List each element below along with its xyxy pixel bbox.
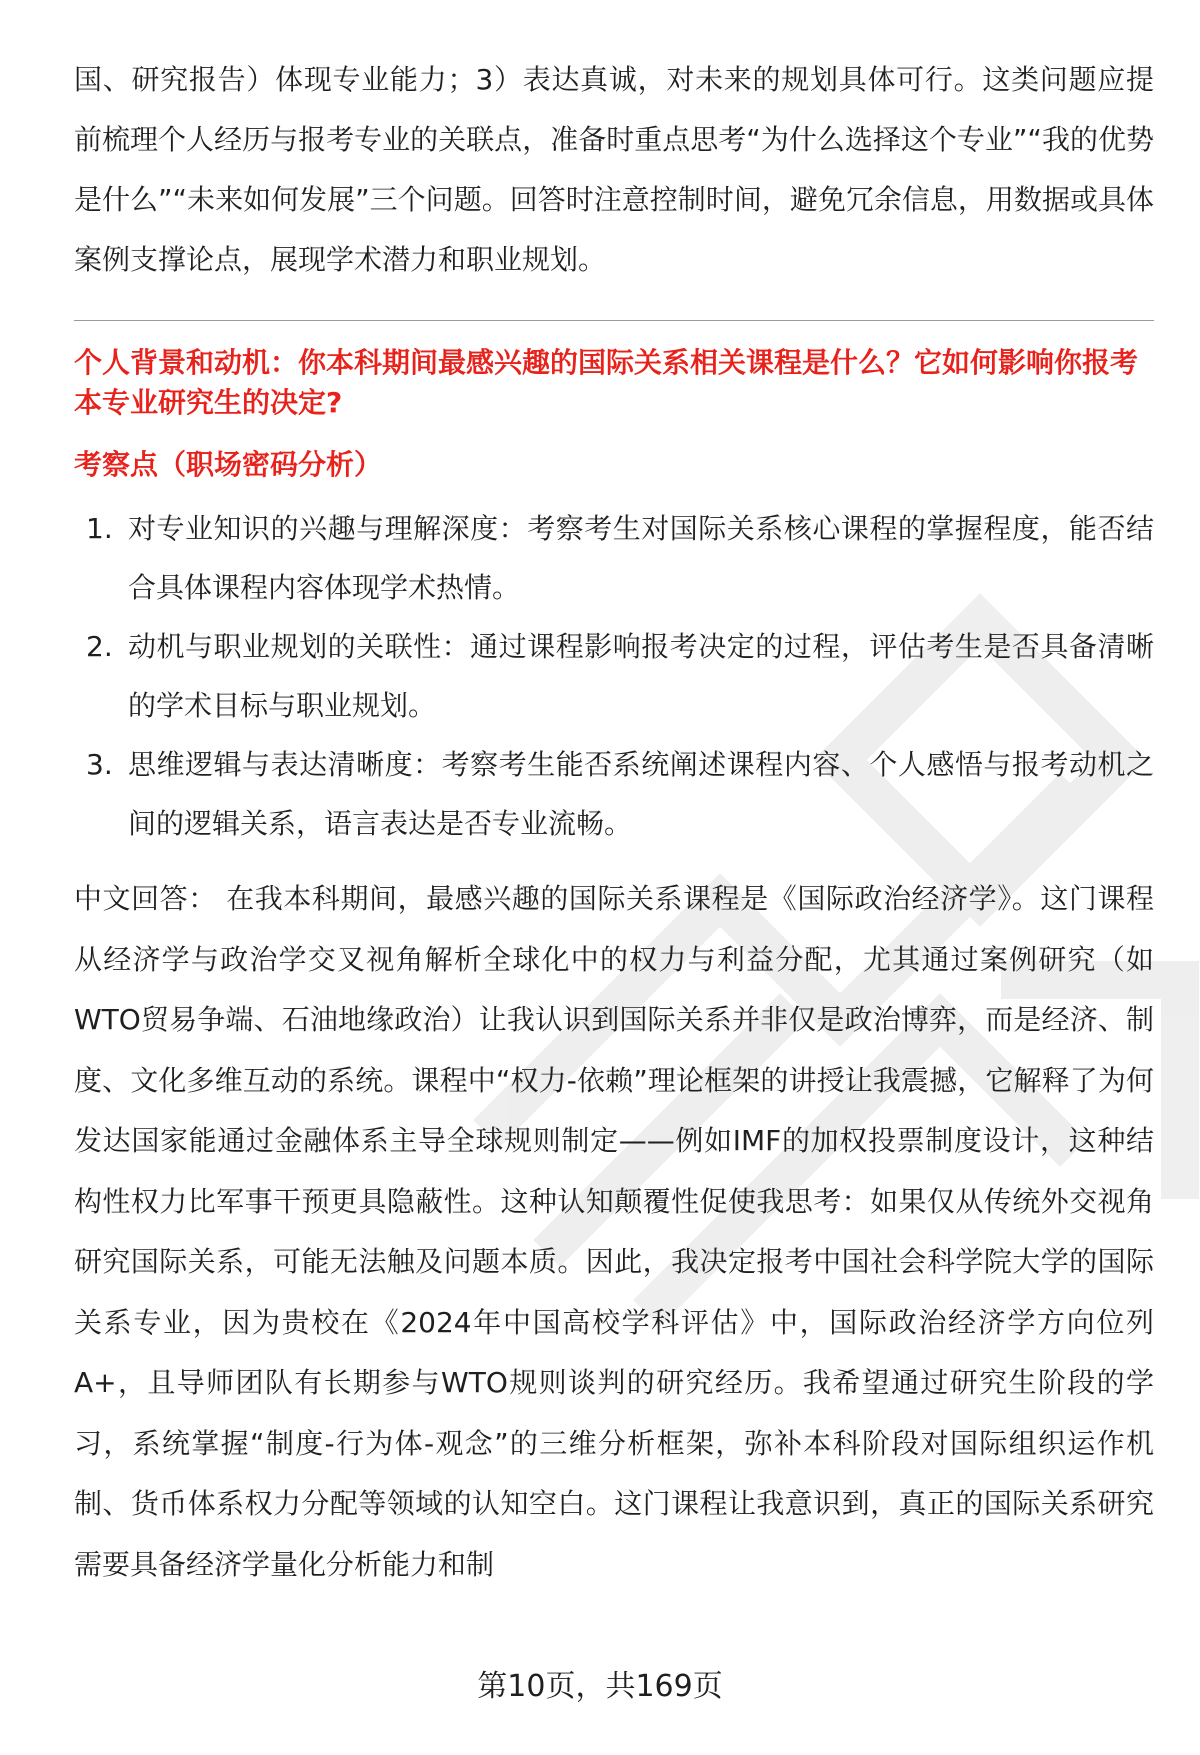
point-text: 对专业知识的兴趣与理解深度：考察考生对国际关系核心课程的掌握程度，能否结合具体课程内容体现学术热情。 (128, 512, 1154, 604)
point-text: 思维逻辑与表达清晰度：考察考生能否系统阐述课程内容、个人感悟与报考动机之间的逻辑关系，语言表达是否专业流畅。 (128, 748, 1154, 840)
content-area (74, 50, 1154, 1595)
section-divider (74, 320, 1154, 321)
intro-paragraph: 国、研究报告）体现专业能力；3）表达真诚，对未来的规划具体可行。这类问题应提前梳理个人经历与报考专业的关联点，准备时重点思考“为什么选择这个专业”“我的优势是什么”“未来如何发展”三个问题。回答时注意控制时间，避免冗余信息，用数据或具体案例支撑论点，展现学术潜力和职业规划。 (74, 63, 1154, 276)
interview-question: 个人背景和动机：你本科期间最感兴趣的国际关系相关课程是什么？它如何影响你报考本专业研究生的决定? (74, 346, 1139, 419)
assessment-point (74, 617, 1154, 735)
assessment-point (74, 735, 1154, 853)
answer-paragraph: 中文回答： 在我本科期间，最感兴趣的国际关系课程是《国际政治经济学》。这门课程从经济学与政治学交叉视角解析全球化中的权力与利益分配，尤其通过案例研究（如WTO贸易争端、石油地缘政治）让我认识到国际关系并非仅是政治博弈，而是经济、制度、文化多维互动的系统。课程中“权力-依赖”理论框架的讲授让我震撼，它解释了为何发达国家能通过金融体系主导全球规则制定——例如IMF的加权投票制度设计，这种结构性权力比军事干预更具隐蔽性。这种认知颠覆性促使我思考：如果仅从传统外交视角研究国际关系，可能无法触及问题本质。因此，我决定报考中国社会科学院大学的国际关系专业，因为贵校在《2024年中国高校学科评估》中，国际政治经济学方向位列A+，且导师团队有长期参与WTO规则谈判的研究经历。我希望通过研究生阶段的学习，系统掌握“制度-行为体-观念”的三维分析框架，弥补本科阶段对国际组织运作机制、货币体系权力分配等领域的认知空白。这门课程让我意识到，真正的国际关系研究需要具备经济学量化分析能力和制 (74, 882, 1154, 1581)
assessment-point-list (74, 499, 1154, 853)
page-number-footer: 第10页，共169页 (477, 1669, 723, 1704)
point-number: 1. (86, 512, 113, 545)
point-number: 3. (86, 748, 113, 781)
point-number: 2. (86, 630, 113, 663)
point-text: 动机与职业规划的关联性：通过课程影响报考决定的过程，评估考生是否具备清晰的学术目标与职业规划。 (128, 630, 1154, 722)
assessment-heading: 考察点（职场密码分析） (74, 448, 383, 481)
assessment-point (74, 499, 1154, 617)
